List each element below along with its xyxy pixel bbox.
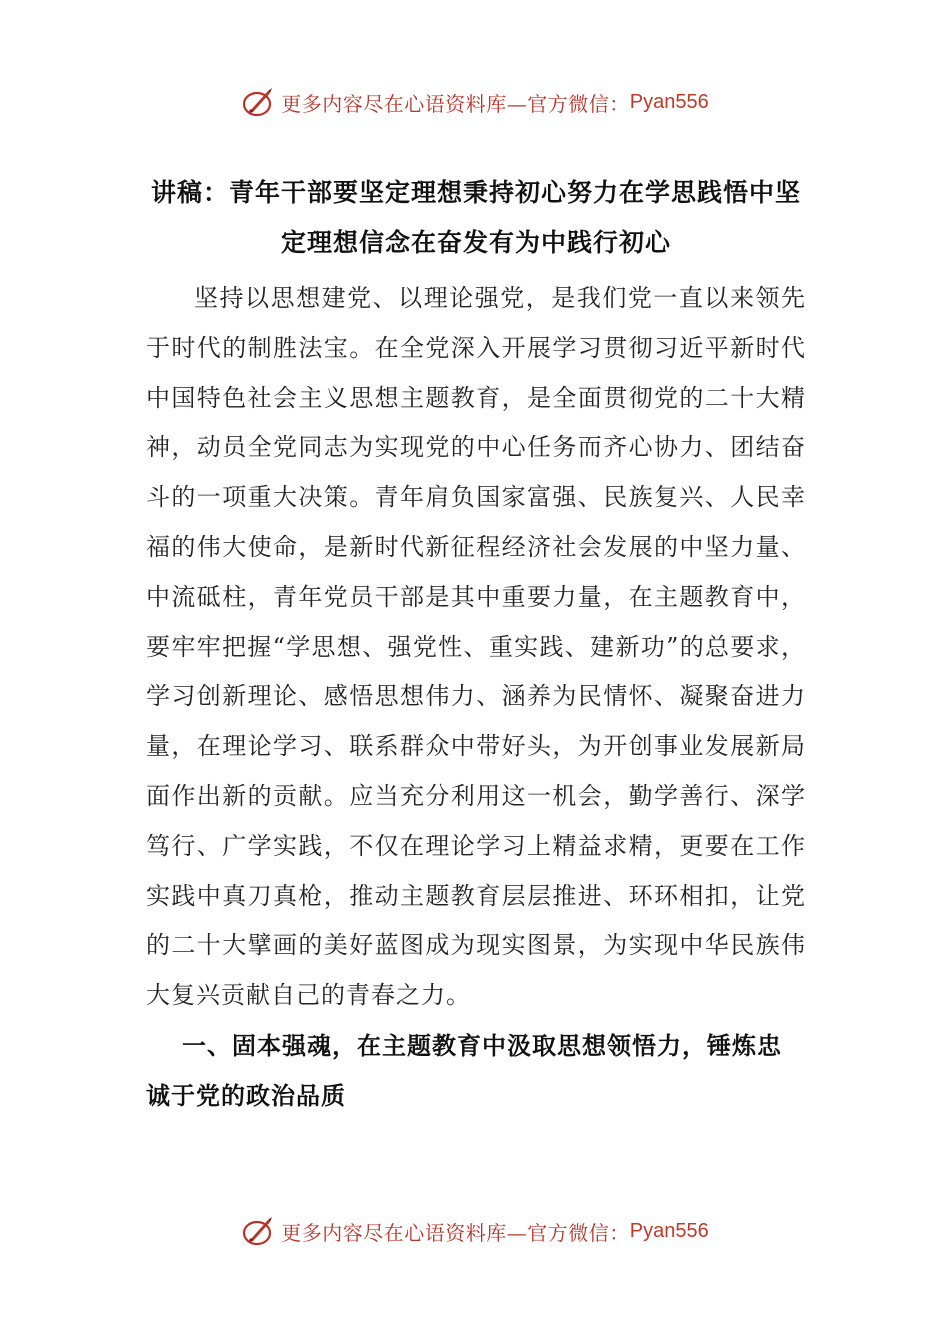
- document-body: [146, 168, 806, 1121]
- body-paragraph: 坚持以思想建党、以理论强党，是我们党一直以来领先于时代的制胜法宝。在全党深入开展学习贯彻习近平新时代中国特色社会主义思想主题教育，是全面贯彻党的二十大精神，动员全党同志为实现党的中心任务而齐心协力、团结奋斗的一项重大决策。青年肩负国家富强、民族复兴、人民幸福的伟大使命，是新时代新征程经济社会发展的中坚力量、中流砥柱，青年党员干部是其中重要力量，在主题教育中，要牢牢把握“学思想、强党性、重实践、建新功”的总要求，学习创新理论、感悟思想伟力、涵养为民情怀、凝聚奋进力量，在理论学习、联系群众中带好头，为开创事业发展新局面作出新的贡献。应当充分利用这一机会，勤学善行、深学笃行、广学实践，不仅在理论学习上精益求精，更要在工作实践中真刀真枪，推动主题教育层层推进、环环相扣，让党的二十大擘画的美好蓝图成为现实图景，为实现中华民族伟大复兴贡献自己的青春之力。: [146, 284, 806, 1010]
- quill-pen-logo-icon: [241, 1214, 275, 1248]
- footer-promo-text: 更多内容尽在心语资料库—官方微信：: [281, 1220, 630, 1245]
- quill-pen-logo-icon: [241, 85, 275, 119]
- section-heading: 一、固本强魂，在主题教育中汲取思想领悟力，锤炼忠诚于党的政治品质: [146, 1031, 782, 1110]
- header-promo-text: 更多内容尽在心语资料库—官方微信：: [281, 91, 630, 116]
- footer-banner: [0, 1211, 950, 1251]
- header-banner: [0, 82, 950, 122]
- footer-wechat-id: Pyan556: [629, 1219, 709, 1242]
- document-title: 讲稿：青年干部要坚定理想秉持初心努力在学思践悟中坚定理想信念在奋发有为中践行初心: [150, 178, 801, 257]
- header-wechat-id: Pyan556: [629, 90, 709, 113]
